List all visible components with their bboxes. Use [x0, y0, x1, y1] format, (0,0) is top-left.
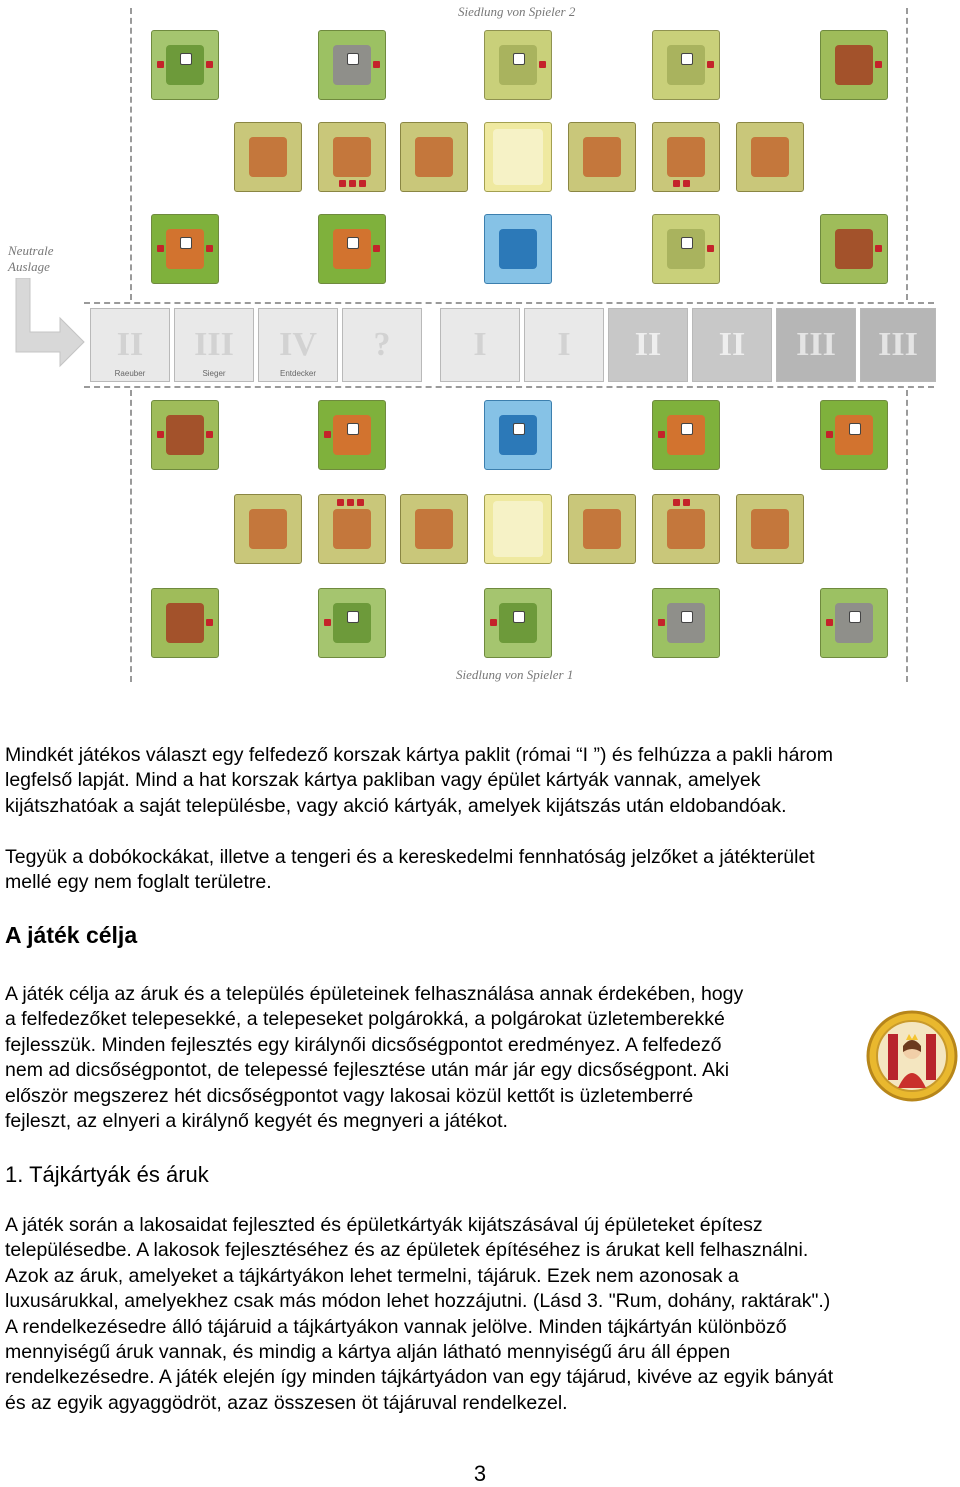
arrow-icon: [8, 278, 88, 368]
deck-label: III: [878, 326, 918, 363]
paragraph-goal: [5, 982, 743, 1134]
building-tile: [318, 494, 386, 564]
dashed-line: [906, 8, 908, 300]
deck-card: [174, 308, 254, 382]
building-tile: [568, 494, 636, 564]
text-line: és az egyik agyaggödröt, azaz összesen öt tájáruval rendelkezel.: [5, 1391, 568, 1414]
section-heading: A játék célja: [5, 922, 138, 948]
text-line: fejlesszük. Minden fejlesztés egy királynői dicsőségpontot eredményez. A felfedező: [5, 1033, 722, 1056]
landscape-tile: [151, 400, 219, 470]
landscape-tile: [151, 30, 219, 100]
landscape-tile: [820, 588, 888, 658]
deck-label: II: [116, 326, 144, 363]
text-line: településedbe. A lakosok fejlesztéséhez és az épületek építéséhez is árukat kell felhasználni.: [5, 1239, 809, 1262]
text-line: A rendelkezésedre álló tájáruid a tájkártyákon vannak jelölve. Minden tájkártyán különböző: [5, 1315, 787, 1338]
paragraph-intro: [5, 743, 833, 819]
building-tile: [568, 122, 636, 192]
page-number: 3: [473, 1461, 487, 1486]
ship-tile: [484, 214, 552, 284]
deck-card: [860, 308, 936, 382]
deck-card: [524, 308, 604, 382]
paragraph-dice: [5, 845, 815, 896]
board-label-neutral-2: Auslage: [8, 259, 50, 274]
text-line: rendelkezésedre. A játék elején így minden tájkártyádon van egy tájárud, kivéve az egyik bányát: [5, 1366, 834, 1389]
building-tile: [318, 122, 386, 192]
text-line: először megszerez hét dicsőségpontot vagy lakosai közül kettőt is üzletemberré: [5, 1084, 694, 1107]
text-line: A játék célja az áruk és a település épületeinek felhasználása annak érdekében, hogy: [5, 983, 744, 1005]
building-tile: [234, 122, 302, 192]
landscape-tile: [151, 214, 219, 284]
building-tile: [652, 494, 720, 564]
landscape-tile: [151, 588, 219, 658]
paragraph-landscape: [5, 1213, 833, 1416]
section-heading: 1. Tájkártyák és áruk: [5, 1162, 209, 1187]
dashed-line: [84, 386, 934, 388]
reference-card: [484, 494, 552, 564]
text-line: Azok az áruk, amelyeket a tájkártyákon lehet termelni, tájáruk. Ezek nem azonosak a: [5, 1264, 739, 1287]
dashed-line: [84, 302, 934, 304]
building-tile: [652, 122, 720, 192]
deck-card: [258, 308, 338, 382]
dashed-line: [906, 390, 908, 682]
deck-card: [90, 308, 170, 382]
deck-card: [776, 308, 856, 382]
deck-caption: Raeuber: [114, 369, 146, 378]
landscape-tile: [652, 214, 720, 284]
building-tile: [400, 494, 468, 564]
landscape-tile: [652, 588, 720, 658]
landscape-tile: [652, 30, 720, 100]
landscape-tile: [318, 30, 386, 100]
queen-token-image: [866, 1010, 958, 1102]
landscape-tile: [820, 214, 888, 284]
deck-label: III: [194, 326, 234, 363]
building-tile: [736, 494, 804, 564]
board-diagram: [0, 0, 960, 690]
text-line: fejleszt, az elnyeri a királynő kegyét és megnyeri a játékot.: [5, 1110, 508, 1133]
deck-label: III: [796, 326, 836, 363]
dashed-line: [130, 390, 132, 682]
text-line: a felfedezőket telepesekké, a telepeseket polgárokká, a polgárokat üzletemberekké: [5, 1008, 725, 1031]
deck-label: IV: [279, 326, 317, 363]
landscape-tile: [484, 588, 552, 658]
board-label-player2: Siedlung von Spieler 2: [458, 4, 576, 19]
deck-label: II: [634, 326, 662, 363]
landscape-tile: [652, 400, 720, 470]
landscape-tile: [484, 30, 552, 100]
text-line: Mindkét játékos választ egy felfedező korszak kártya paklit (római “I ”) és felhúzza a pakli három: [5, 744, 834, 766]
ship-tile: [484, 400, 552, 470]
board-label-neutral-1: Neutrale: [8, 243, 54, 258]
text-line: mellé egy nem foglalt területre.: [5, 871, 272, 894]
landscape-tile: [820, 30, 888, 100]
deck-caption: Entdecker: [279, 369, 317, 378]
text-line: Tegyük a dobókockákat, illetve a tengeri és a kereskedelmi fennhatóság jelzőket a játékterület: [5, 846, 815, 868]
deck-label: ?: [373, 326, 391, 363]
deck-caption: Sieger: [202, 369, 226, 378]
text-line: legfelső lapját. Mind a hat korszak kártya pakliban vagy épület kártyák vannak, amelyek: [5, 769, 761, 792]
landscape-tile: [820, 400, 888, 470]
reference-card: [484, 122, 552, 192]
text-line: mennyiségű áruk vannak, és mindig a kártya alján látható mennyiségű áru áll éppen: [5, 1341, 731, 1364]
deck-card: [342, 308, 422, 382]
deck-card: [692, 308, 772, 382]
building-tile: [736, 122, 804, 192]
text-line: kijátszhatóak a saját településbe, vagy akció kártyák, amelyek kijátszás után eldobandóak.: [5, 794, 787, 817]
dashed-line: [130, 8, 132, 300]
board-label-player1: Siedlung von Spieler 1: [456, 667, 574, 682]
deck-card: [608, 308, 688, 382]
text-line: luxusárukkal, amelyekhez csak más módon lehet hozzájutni. (Lásd 3. "Rum, dohány, raktárak".): [5, 1290, 831, 1313]
landscape-tile: [318, 588, 386, 658]
deck-label: II: [718, 326, 746, 363]
text-line: A játék során a lakosaidat fejleszted és épületkártyák kijátszásával új épületeket építesz: [5, 1214, 763, 1236]
building-tile: [400, 122, 468, 192]
deck-label: I: [557, 326, 571, 363]
deck-label: I: [473, 326, 487, 363]
building-tile: [234, 494, 302, 564]
landscape-tile: [318, 214, 386, 284]
text-line: nem ad dicsőségpontot, de telepessé fejlesztése után már jár egy dicsőségpont. Aki: [5, 1059, 730, 1082]
landscape-tile: [318, 400, 386, 470]
deck-card: [440, 308, 520, 382]
